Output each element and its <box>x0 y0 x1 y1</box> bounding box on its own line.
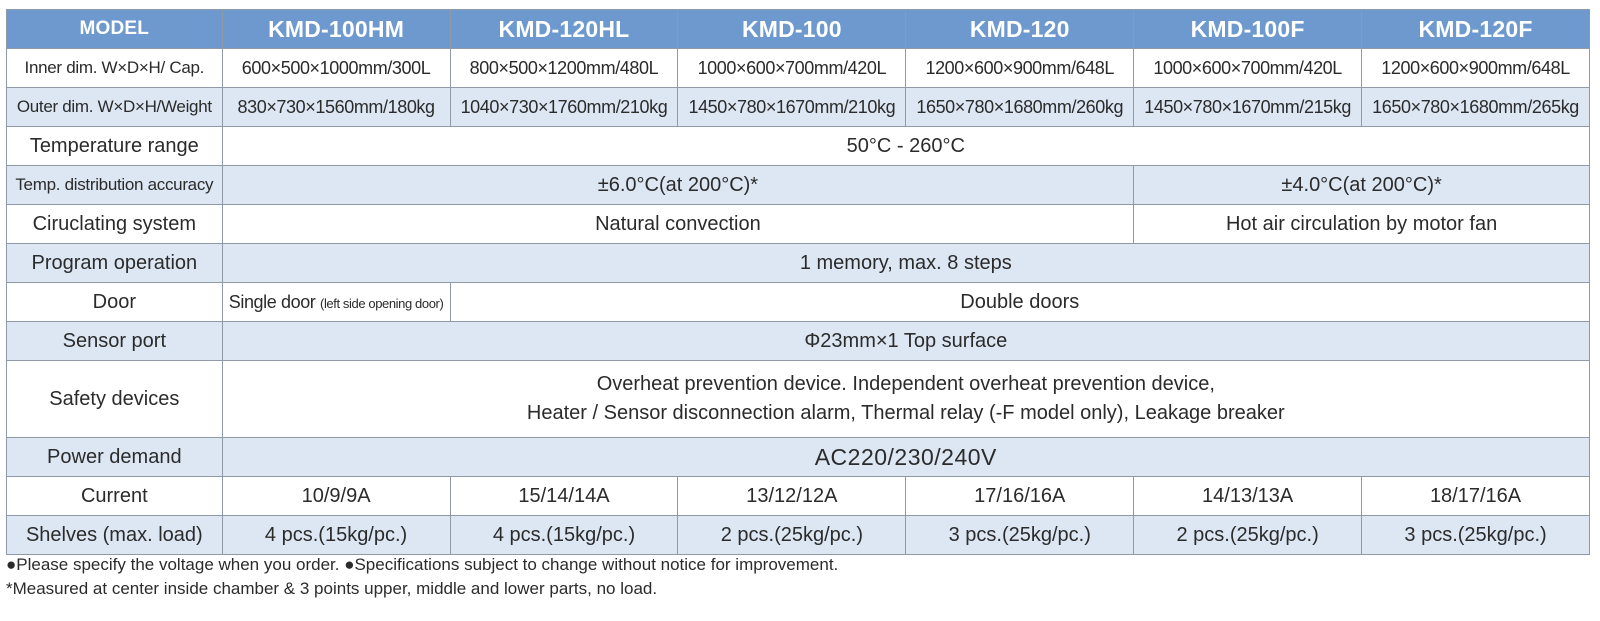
table-cell: 1450×780×1670mm/215kg <box>1134 88 1362 127</box>
table-row-temperature-range <box>7 127 1590 166</box>
table-row-sensor-port <box>7 322 1590 361</box>
table-cell: Natural convection <box>222 205 1134 244</box>
table-row-program-operation <box>7 244 1590 283</box>
table-row-temp-accuracy <box>7 166 1590 205</box>
model-header-kmd-100f: KMD-100F <box>1134 10 1362 49</box>
specification-table <box>6 9 1590 555</box>
safety-line-1: Overheat prevention device. Independent overheat prevention device, <box>596 373 1215 395</box>
footnote-measurement: *Measured at center inside chamber & 3 points upper, middle and lower parts, no load. <box>6 579 658 598</box>
table-cell: 4 pcs.(15kg/pc.) <box>222 516 450 555</box>
table-cell: 1 memory, max. 8 steps <box>222 244 1589 283</box>
table-cell: 10/9/9A <box>222 477 450 516</box>
row-label-safety-devices: Safety devices <box>7 361 223 438</box>
table-cell: Double doors <box>450 283 1589 322</box>
row-label-current: Current <box>7 477 223 516</box>
model-header-kmd-120: KMD-120 <box>906 10 1134 49</box>
table-cell: 1000×600×700mm/420L <box>678 49 906 88</box>
single-door-text: Single door <box>228 291 316 312</box>
table-cell: 1650×780×1680mm/265kg <box>1362 88 1590 127</box>
table-cell <box>222 361 1589 438</box>
table-cell: 13/12/12A <box>678 477 906 516</box>
table-cell: 2 pcs.(25kg/pc.) <box>678 516 906 555</box>
table-cell: 800×500×1200mm/480L <box>450 49 678 88</box>
row-label-program-operation: Program operation <box>7 244 223 283</box>
table-row-inner-dimensions <box>7 49 1590 88</box>
footnotes <box>6 553 838 601</box>
single-door-note: (left side opening door) <box>320 295 444 311</box>
table-row-circulating-system <box>7 205 1590 244</box>
table-cell: 1040×730×1760mm/210kg <box>450 88 678 127</box>
model-header-kmd-100hm: KMD-100HM <box>222 10 450 49</box>
table-row-door <box>7 283 1590 322</box>
table-row-power-demand <box>7 438 1590 477</box>
model-header-kmd-120hl: KMD-120HL <box>450 10 678 49</box>
table-cell: 15/14/14A <box>450 477 678 516</box>
table-cell: 3 pcs.(25kg/pc.) <box>1362 516 1590 555</box>
row-label-sensor-port: Sensor port <box>7 322 223 361</box>
table-cell <box>222 283 450 322</box>
table-cell: 14/13/13A <box>1134 477 1362 516</box>
model-header: MODEL <box>7 10 223 49</box>
row-label-door: Door <box>7 283 223 322</box>
table-cell: AC220/230/240V <box>222 438 1589 477</box>
row-label-temperature-range: Temperature range <box>7 127 223 166</box>
footnote-voltage: ●Please specify the voltage when you order. ●Specifications subject to change without notice for improvement. <box>6 555 839 574</box>
table-cell: 1650×780×1680mm/260kg <box>906 88 1134 127</box>
row-label-temp-accuracy: Temp. distribution accuracy <box>7 166 223 205</box>
table-cell: 4 pcs.(15kg/pc.) <box>450 516 678 555</box>
table-cell: 600×500×1000mm/300L <box>222 49 450 88</box>
row-label-outer-dimensions: Outer dim. W×D×H/Weight <box>7 88 223 127</box>
table-row-safety-devices <box>7 361 1590 438</box>
table-cell: 3 pcs.(25kg/pc.) <box>906 516 1134 555</box>
table-row-shelves <box>7 516 1590 555</box>
table-cell: 1000×600×700mm/420L <box>1134 49 1362 88</box>
row-label-power-demand: Power demand <box>7 438 223 477</box>
table-row-current <box>7 477 1590 516</box>
table-cell: ±6.0°C(at 200°C)* <box>222 166 1134 205</box>
table-cell: 18/17/16A <box>1362 477 1590 516</box>
model-header-kmd-100: KMD-100 <box>678 10 906 49</box>
row-label-shelves: Shelves (max. load) <box>7 516 223 555</box>
row-label-inner-dimensions: Inner dim. W×D×H/ Cap. <box>7 49 223 88</box>
safety-line-2: Heater / Sensor disconnection alarm, Thermal relay (-F model only), Leakage breaker <box>526 402 1285 424</box>
table-cell: 1200×600×900mm/648L <box>906 49 1134 88</box>
table-cell: Hot air circulation by motor fan <box>1134 205 1590 244</box>
model-header-kmd-120f: KMD-120F <box>1362 10 1590 49</box>
row-label-circulating-system: Ciruclating system <box>7 205 223 244</box>
table-row-outer-dimensions <box>7 88 1590 127</box>
table-cell: 17/16/16A <box>906 477 1134 516</box>
table-cell: ±4.0°C(at 200°C)* <box>1134 166 1590 205</box>
table-cell: 1450×780×1670mm/210kg <box>678 88 906 127</box>
table-cell: 830×730×1560mm/180kg <box>222 88 450 127</box>
table-cell: 2 pcs.(25kg/pc.) <box>1134 516 1362 555</box>
table-cell: 1200×600×900mm/648L <box>1362 49 1590 88</box>
header-row <box>7 10 1590 49</box>
table-cell: 50°C - 260°C <box>222 127 1589 166</box>
table-cell: Φ23mm×1 Top surface <box>222 322 1589 361</box>
